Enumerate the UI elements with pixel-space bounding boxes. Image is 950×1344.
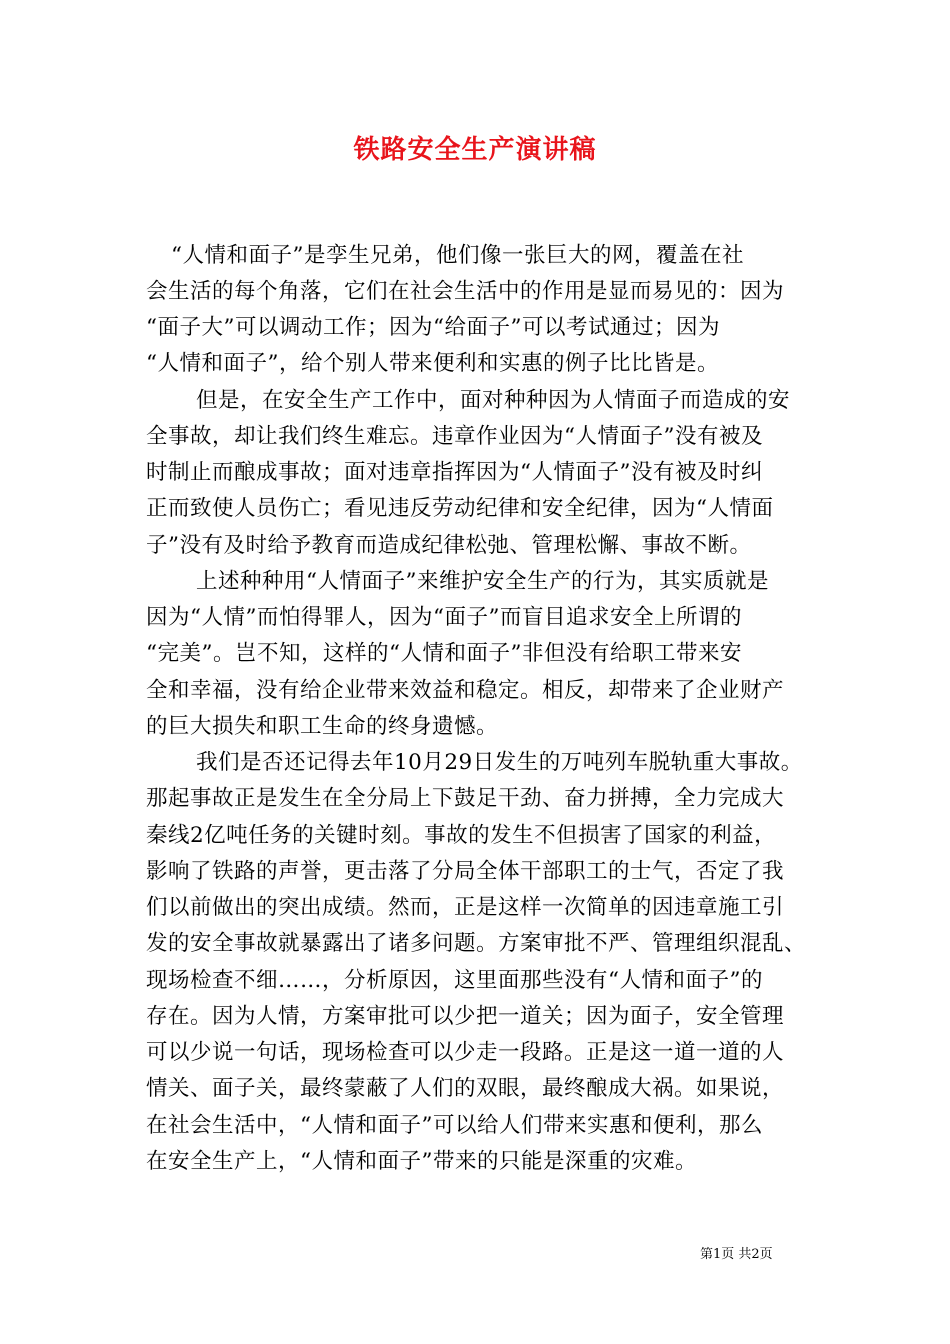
paragraph-line: 在安全生产上，“人情和面子”带来的只能是深重的灾难。 [146, 1149, 697, 1174]
paragraph-line: 发的安全事故就暴露出了诸多问题。方案审批不严、管理组织混乱、 [146, 931, 807, 956]
paragraph-line: 存在。因为人情，方案审批可以少把一道关；因为面子，安全管理 [146, 1004, 785, 1029]
paragraph-line: “面子大”可以调动工作；因为“给面子”可以考试通过；因为 [146, 315, 720, 340]
paragraph-line: 时制止而酿成事故；面对违章指挥因为“人情面子”没有被及时纠 [146, 460, 763, 485]
paragraph-line: 影响了铁路的声誉，更击落了分局全体干部职工的士气，否定了我 [146, 859, 785, 884]
paragraph-line: 那起事故正是发生在全分局上下鼓足干劲、奋力拼搏，全力完成大 [146, 786, 785, 811]
page-number: 第1页 共2页 [700, 1247, 773, 1262]
paragraph-line: 正而致使人员伤亡；看见违反劳动纪律和安全纪律，因为“人情面 [146, 496, 774, 521]
paragraph-line: 现场检查不细……，分析原因，这里面那些没有“人情和面子”的 [146, 968, 763, 993]
paragraph-line: 因为“人情”而怕得罪人，因为“面子”而盲目追求安全上所谓的 [146, 605, 742, 630]
paragraph-line: 但是，在安全生产工作中，面对种种因为人情面子而造成的安 [196, 388, 791, 413]
paragraph-line: 全事故，却让我们终生难忘。违章作业因为“人情面子”没有被及 [146, 424, 763, 449]
paragraph-line: “完美”。岂不知，这样的“人情和面子”非但没有给职工带来安 [146, 641, 742, 666]
paragraph-line: 的巨大损失和职工生命的终身遗憾。 [146, 714, 499, 739]
paragraph-line: 子”没有及时给予教育而造成纪律松弛、管理松懈、事故不断。 [146, 533, 752, 558]
paragraph-line: 可以少说一句话，现场检查可以少走一段路。正是这一道一道的人 [146, 1040, 785, 1065]
paragraph-line: 会生活的每个角落，它们在社会生活中的作用是显而易见的：因为 [146, 279, 785, 304]
paragraph-line: 秦线2亿吨任务的关键时刻。事故的发生不但损害了国家的利益， [146, 823, 777, 848]
paragraph-line: “人情和面子”，给个别人带来便利和实惠的例子比比皆是。 [146, 351, 719, 376]
paragraph-line: 全和幸福，没有给企业带来效益和稳定。相反，却带来了企业财产 [146, 678, 785, 703]
paragraph-line: “人情和面子”是孪生兄弟，他们像一张巨大的网，覆盖在社 [171, 243, 744, 268]
document-title: 铁路安全生产演讲稿 [353, 135, 597, 165]
paragraph-line: 情关、面子关，最终蒙蔽了人们的双眼，最终酿成大祸。如果说， [146, 1076, 785, 1101]
paragraph-line: 我们是否还记得去年10月29日发生的万吨列车脱轨重大事故。 [196, 750, 803, 775]
paragraph-line: 在社会生活中，“人情和面子”可以给人们带来实惠和便利，那么 [146, 1113, 763, 1138]
paragraph-line: 们以前做出的突出成绩。然而，正是这样一次简单的因违章施工引 [146, 895, 785, 920]
paragraph-line: 上述种种用“人情面子”来维护安全生产的行为，其实质就是 [196, 569, 769, 594]
